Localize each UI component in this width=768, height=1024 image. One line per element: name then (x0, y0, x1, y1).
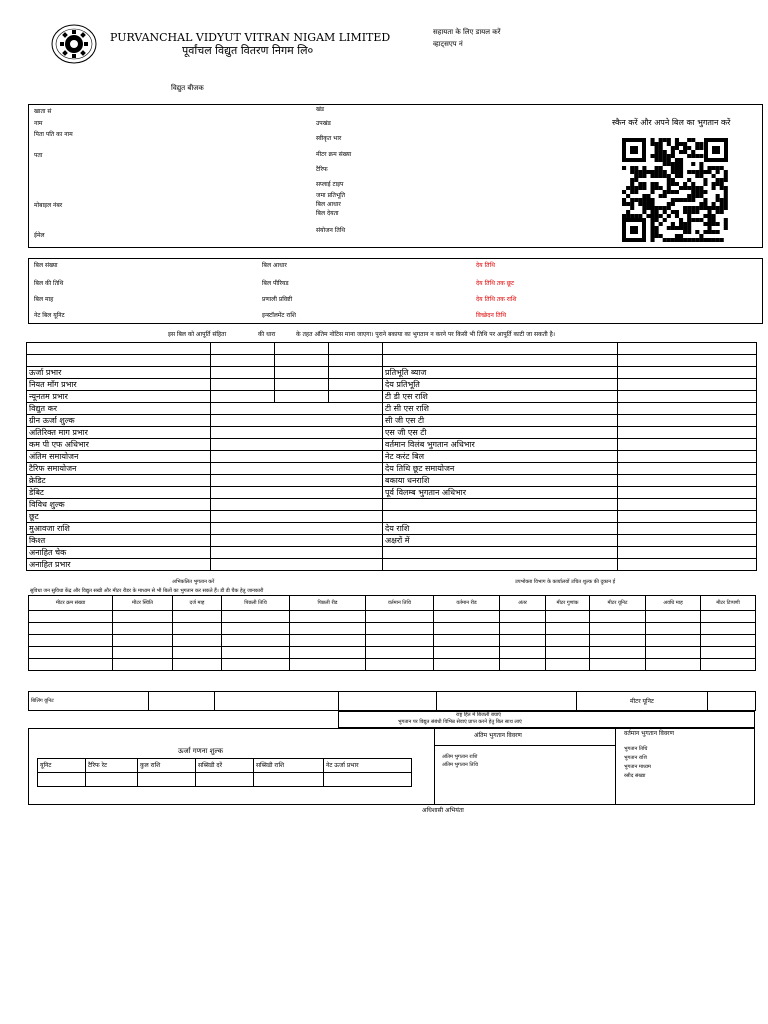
last-payment-date-label: अंतिम भुगतान तिथि (442, 762, 479, 768)
energy-calc-title: ऊर्जा गणना शुल्क (178, 747, 223, 755)
calc-cell (254, 773, 324, 787)
meter-cell (590, 647, 646, 659)
charges-cell (211, 451, 383, 463)
meter-cell (646, 647, 701, 659)
charges-row (27, 463, 757, 475)
due-date-label: देय तिथि (476, 262, 495, 269)
charges-cell (211, 463, 383, 475)
executive-engineer-label: अधिशासी अभियंता (422, 807, 464, 814)
meter-row (29, 611, 756, 623)
charges-cell (329, 391, 383, 403)
meter-cell (434, 623, 500, 635)
company-logo (51, 24, 97, 64)
bill-basis-2-label: बिल आधार (262, 262, 287, 269)
meter-cell (590, 623, 646, 635)
meter-cell (701, 635, 756, 647)
units-cell (339, 692, 437, 711)
bill-status-label: बिल देयता (316, 210, 339, 217)
meter-cell (222, 611, 290, 623)
charges-cell (275, 367, 329, 379)
charges-cell (211, 499, 383, 511)
charge-right-label: टी डी एस राशि (383, 391, 618, 403)
meter-cell (590, 659, 646, 671)
calc-cell (138, 773, 196, 787)
meter-cell (366, 659, 434, 671)
meter-cell (113, 647, 173, 659)
charges-cell (618, 355, 757, 367)
meter-cell (29, 623, 113, 635)
sanctioned-load-label: स्वीकृत भार (316, 135, 342, 142)
charges-cell (618, 403, 757, 415)
charges-cell (329, 367, 383, 379)
charges-cell (211, 367, 275, 379)
meter-cell (546, 623, 590, 635)
meter-cell (113, 635, 173, 647)
meter-cell (701, 659, 756, 671)
calc-cell (196, 773, 254, 787)
meter-cell (646, 611, 701, 623)
meter-cell (173, 611, 222, 623)
charges-cell (275, 343, 329, 355)
charges-cell (275, 355, 329, 367)
company-name-hi: पूर्वांचल विद्युत वितरण निगम लि० (182, 44, 314, 57)
email-label: ईमेल (34, 232, 45, 239)
meter-cell (173, 647, 222, 659)
charges-cell (27, 343, 211, 355)
meter-cell (546, 647, 590, 659)
charges-cell (618, 439, 757, 451)
meter-cell (366, 611, 434, 623)
charge-left-label: न्यूनतम प्रभार (27, 391, 211, 403)
gear-logo-icon (51, 24, 97, 64)
charge-left-label: अनाहित चेक (27, 547, 211, 559)
disconnect-date-label: विच्छेदन तिथि (476, 312, 507, 319)
payment-mode-label: भुगतान माध्यम (624, 764, 651, 770)
charges-cell (211, 559, 383, 571)
notice-part1: इस बिल को आपूर्ति संहिता (168, 331, 227, 338)
charges-cell (27, 355, 211, 367)
meter-cell (546, 635, 590, 647)
charges-row (27, 535, 757, 547)
charges-row (27, 499, 757, 511)
charges-row (27, 475, 757, 487)
meter-cell (222, 635, 290, 647)
scan-pay-text: स्कैन करें और अपने बिल का भुगतान करें (612, 118, 731, 127)
charge-left-label: अतिरिक्त माग प्रभार (27, 427, 211, 439)
meter-cell (366, 623, 434, 635)
charge-right-label: देय प्रतिभूति (383, 379, 618, 391)
units-cell (437, 692, 577, 711)
charges-row (27, 415, 757, 427)
current-payment-details-title: वर्तमान भुगतान विवरण (624, 730, 674, 737)
amount-due-date-label: देय तिथि तक राशि (476, 296, 517, 303)
charge-left-label: विविध शुल्क (27, 499, 211, 511)
meter-cell (113, 659, 173, 671)
charge-left-label: टैरिफ समायोजन (27, 463, 211, 475)
charges-cell (618, 499, 757, 511)
meter-reading-table (28, 595, 756, 671)
calc-cell (86, 773, 138, 787)
billed-units-label: बिलिंग यूनिट (29, 692, 149, 711)
charges-cell (618, 379, 757, 391)
charges-cell (618, 559, 757, 571)
payment-line: भुगतान पर विद्युत संबंधी विभिन्न सेवाएं प्राप्त करने हेतु बिल साथ लाएं (398, 719, 522, 725)
convenience-note: सुविधा जन सुविधा केंद्र और विद्युत सखी और मीटर रीडर के माध्यम से भी बिलों का भुगतान कर सकते हैं। डी डी चैक हेतु जानकारी (30, 588, 264, 594)
meter-col-header: पिछली रीड (290, 596, 366, 611)
bill-no-label: बिल संख्या (34, 262, 58, 269)
meter-row (29, 623, 756, 635)
net-units-label: नेट बिल यूनिट (34, 312, 65, 319)
charges-cell (383, 355, 618, 367)
charge-left-label: नियत माँग प्रभार (27, 379, 211, 391)
charges-cell (618, 523, 757, 535)
account-no-label: खाता सं (34, 108, 52, 115)
charges-cell (211, 535, 383, 547)
charges-cell (211, 391, 275, 403)
meter-col-header: मीटर टिप्पणी (701, 596, 756, 611)
charge-right-label: प्रतिभूति ब्याज (383, 367, 618, 379)
meter-col-header: दर्ज माह (173, 596, 222, 611)
installment-label: इन्स्टॉलमेंट राशि (262, 312, 296, 319)
charges-cell (383, 559, 618, 571)
charges-cell (211, 439, 383, 451)
charges-cell (383, 343, 618, 355)
meter-col-header: पिछली तिथि (222, 596, 290, 611)
units-table (28, 691, 756, 711)
charges-cell (618, 535, 757, 547)
charge-left-label: कम पी एफ अधिभार (27, 439, 211, 451)
units-cell (215, 692, 339, 711)
meter-cell (701, 623, 756, 635)
charges-cell (618, 391, 757, 403)
calc-cell (324, 773, 412, 787)
calc-col-header: कुल राशि (138, 759, 196, 773)
charges-cell (618, 463, 757, 475)
calc-col-header: यूनिट (38, 759, 86, 773)
charges-row (27, 391, 757, 403)
receipt-no-label: रसीद संख्या (624, 773, 646, 779)
units-cell (708, 692, 756, 711)
charge-left-label: अनाहित प्रभार (27, 559, 211, 571)
meter-cell (646, 635, 701, 647)
meter-cell (546, 611, 590, 623)
meter-cell (173, 659, 222, 671)
charges-cell (618, 475, 757, 487)
charge-left-label: छूट (27, 511, 211, 523)
charges-row (27, 427, 757, 439)
meter-cell (222, 623, 290, 635)
charges-cell (618, 511, 757, 523)
meter-cell (434, 659, 500, 671)
meter-unit-label: मीटर यूनिट (577, 692, 708, 711)
payment-date-label: भुगतान तिथि (624, 746, 648, 752)
meter-header-row (29, 596, 756, 611)
meter-col-header: अवधि माह (646, 596, 701, 611)
divider (434, 728, 435, 805)
charge-left-label: विद्युत कर (27, 403, 211, 415)
document-title: विद्युत बीजक (171, 84, 204, 92)
charges-cell (329, 343, 383, 355)
calc-col-header: सब्सिडी दरें (196, 759, 254, 773)
charge-left-label: मुआवजा राशि (27, 523, 211, 535)
meter-col-header: अंतर (500, 596, 546, 611)
meter-cell (290, 611, 366, 623)
meter-col-header: वर्तमान तिथि (366, 596, 434, 611)
meter-cell (434, 647, 500, 659)
charges-cell (275, 379, 329, 391)
pay-note: अभिकलित भुगतान करें (172, 579, 215, 585)
tariff-label: टैरिफ (316, 166, 328, 173)
whatsapp-text: व्हाट्सएप नं (433, 40, 463, 48)
rebate-due-label: देय तिथि तक छूट (476, 280, 515, 287)
address-label: पता (34, 152, 43, 159)
charge-right-label: टी सी एस राशि (383, 403, 618, 415)
charge-right-label: देय राशि (383, 523, 618, 535)
charges-cell (211, 379, 275, 391)
meter-col-header: मीटर गुणांक (546, 596, 590, 611)
bill-period-label: बिल पीरियड (262, 280, 289, 287)
father-name-label: पिता पति का नाम (34, 131, 73, 138)
charge-right-label: अक्षरों में (383, 535, 618, 547)
charge-right-label: पूर्व विलम्ब भुगतान अधिभार (383, 487, 618, 499)
security-deposit-label: जमा प्रतिभूति (316, 192, 346, 199)
calc-cell (38, 773, 86, 787)
last-payment-amount-label: अंतिम भुगतान राशि (442, 754, 478, 760)
charges-row (27, 379, 757, 391)
meter-cell (29, 635, 113, 647)
charge-right-label: वर्तमान विलंब भुगतान अधिभार (383, 439, 618, 451)
meter-cell (222, 659, 290, 671)
charge-left-label: ऊर्जा प्रभार (27, 367, 211, 379)
subdivision-label: उपखंड (316, 120, 331, 127)
meter-cell (113, 611, 173, 623)
meter-cell (366, 635, 434, 647)
notice-part2: की धारा (258, 331, 276, 338)
meter-cell (29, 611, 113, 623)
meter-cell (500, 623, 546, 635)
charges-row (27, 439, 757, 451)
bill-info-box (28, 258, 763, 324)
charge-left-label: किश्त (27, 535, 211, 547)
national-line: राष्ट्र हित में बिजली बचाएं (456, 712, 502, 718)
charges-cell (211, 487, 383, 499)
meter-cell (290, 647, 366, 659)
charges-row (27, 523, 757, 535)
charge-right-label (383, 511, 618, 523)
charge-right-label: नेट करंट बिल (383, 451, 618, 463)
meter-cell (173, 623, 222, 635)
charge-right-label: बकाया धनराशि (383, 475, 618, 487)
meter-row (29, 659, 756, 671)
charges-cell (618, 427, 757, 439)
meter-col-header: मीटर यूनिट (590, 596, 646, 611)
supply-type-label: सप्लाई टाइप (316, 181, 344, 188)
office-note: उपभोक्ता विभाग के कार्यालयों उचित शुल्क की दुकान ई (515, 579, 616, 585)
charge-right-label: देय तिथि छूट समायोजन (383, 463, 618, 475)
charges-row (27, 367, 757, 379)
charges-row (27, 487, 757, 499)
meter-no-label: मीटर क्रम संख्या (316, 151, 352, 158)
company-name-en: PURVANCHAL VIDYUT VITRAN NIGAM LIMITED (110, 31, 391, 44)
meter-cell (29, 647, 113, 659)
charges-row (27, 547, 757, 559)
last-payment-label: प्रणाली प्रविष्टी (262, 296, 293, 303)
meter-cell (366, 647, 434, 659)
calc-col-header: टैरिफ रेट (86, 759, 138, 773)
meter-cell (646, 659, 701, 671)
charges-row (27, 355, 757, 367)
meter-col-header: मीटर स्थिति (113, 596, 173, 611)
charges-cell (211, 343, 275, 355)
bill-month-label: बिल माह (34, 296, 54, 303)
meter-cell (113, 623, 173, 635)
charge-left-label: ग्रीन ऊर्जा शुल्क (27, 415, 211, 427)
qr-code[interactable] (622, 138, 728, 242)
name-label: नाम (34, 120, 43, 127)
charges-cell (211, 523, 383, 535)
charges-cell (211, 415, 383, 427)
meter-cell (500, 635, 546, 647)
division-label: खंड (316, 106, 325, 113)
charges-row (27, 451, 757, 463)
meter-cell (701, 647, 756, 659)
charge-right-label: एस जी एस टी (383, 427, 618, 439)
charges-cell (618, 415, 757, 427)
charges-cell (211, 475, 383, 487)
payment-amount-label: भुगतान राशि (624, 755, 647, 761)
charges-cell (211, 355, 275, 367)
charge-left-label: डेबिट (27, 487, 211, 499)
charge-left-label: क्रेडिट (27, 475, 211, 487)
charge-right-label: सी जी एस टी (383, 415, 618, 427)
meter-cell (434, 611, 500, 623)
meter-cell (701, 611, 756, 623)
mobile-label: मोबाइल नंबर (34, 202, 63, 209)
charges-cell (618, 487, 757, 499)
charge-right-label (383, 499, 618, 511)
connection-date-label: संयोजन तिथि (316, 227, 346, 234)
charges-cell (383, 547, 618, 559)
meter-cell (590, 611, 646, 623)
meter-cell (290, 623, 366, 635)
meter-cell (222, 647, 290, 659)
help-line-text: सहायता के लिए डायल करें (433, 28, 501, 36)
meter-col-header: मीटर क्रम संख्या (29, 596, 113, 611)
charges-cell (329, 355, 383, 367)
last-payment-details-title: अंतिम भुगतान विवरण (474, 732, 522, 739)
bill-date-label: बिल की तिथि (34, 280, 64, 287)
charges-row (27, 403, 757, 415)
meter-cell (290, 635, 366, 647)
meter-cell (646, 623, 701, 635)
meter-row (29, 647, 756, 659)
qr-code-icon[interactable] (622, 138, 728, 242)
charges-row (27, 511, 757, 523)
meter-cell (500, 659, 546, 671)
charges-cell (211, 511, 383, 523)
charge-left-label: अंतिम समायोजन (27, 451, 211, 463)
notice-part3: के तहत अंतिम नोटिस माना जाएगा। पुराने बकाया का भुगतान न करने पर किसी भी तिथि पर आपूर्ति काटी जा सकती है। (296, 331, 556, 338)
charges-cell (618, 547, 757, 559)
energy-calc-table (37, 758, 412, 787)
meter-cell (290, 659, 366, 671)
charges-cell (618, 343, 757, 355)
charges-row (27, 343, 757, 355)
charges-table (26, 342, 757, 571)
charges-cell (211, 403, 383, 415)
charges-cell (211, 547, 383, 559)
calc-col-header: सब्सिडी राशि (254, 759, 324, 773)
meter-cell (500, 611, 546, 623)
charges-cell (618, 451, 757, 463)
meter-cell (500, 647, 546, 659)
divider (615, 728, 616, 805)
meter-col-header: वर्तमान रीड (434, 596, 500, 611)
meter-cell (434, 635, 500, 647)
meter-cell (590, 635, 646, 647)
charges-row (27, 559, 757, 571)
charges-cell (275, 391, 329, 403)
charges-cell (329, 379, 383, 391)
meter-cell (29, 659, 113, 671)
divider (434, 745, 616, 746)
calc-col-header: नेट ऊर्जा प्रभार (324, 759, 412, 773)
charges-cell (211, 427, 383, 439)
charges-cell (618, 367, 757, 379)
bill-basis-label: बिल आधार (316, 201, 341, 208)
units-cell (149, 692, 215, 711)
meter-cell (546, 659, 590, 671)
meter-cell (173, 635, 222, 647)
meter-row (29, 635, 756, 647)
